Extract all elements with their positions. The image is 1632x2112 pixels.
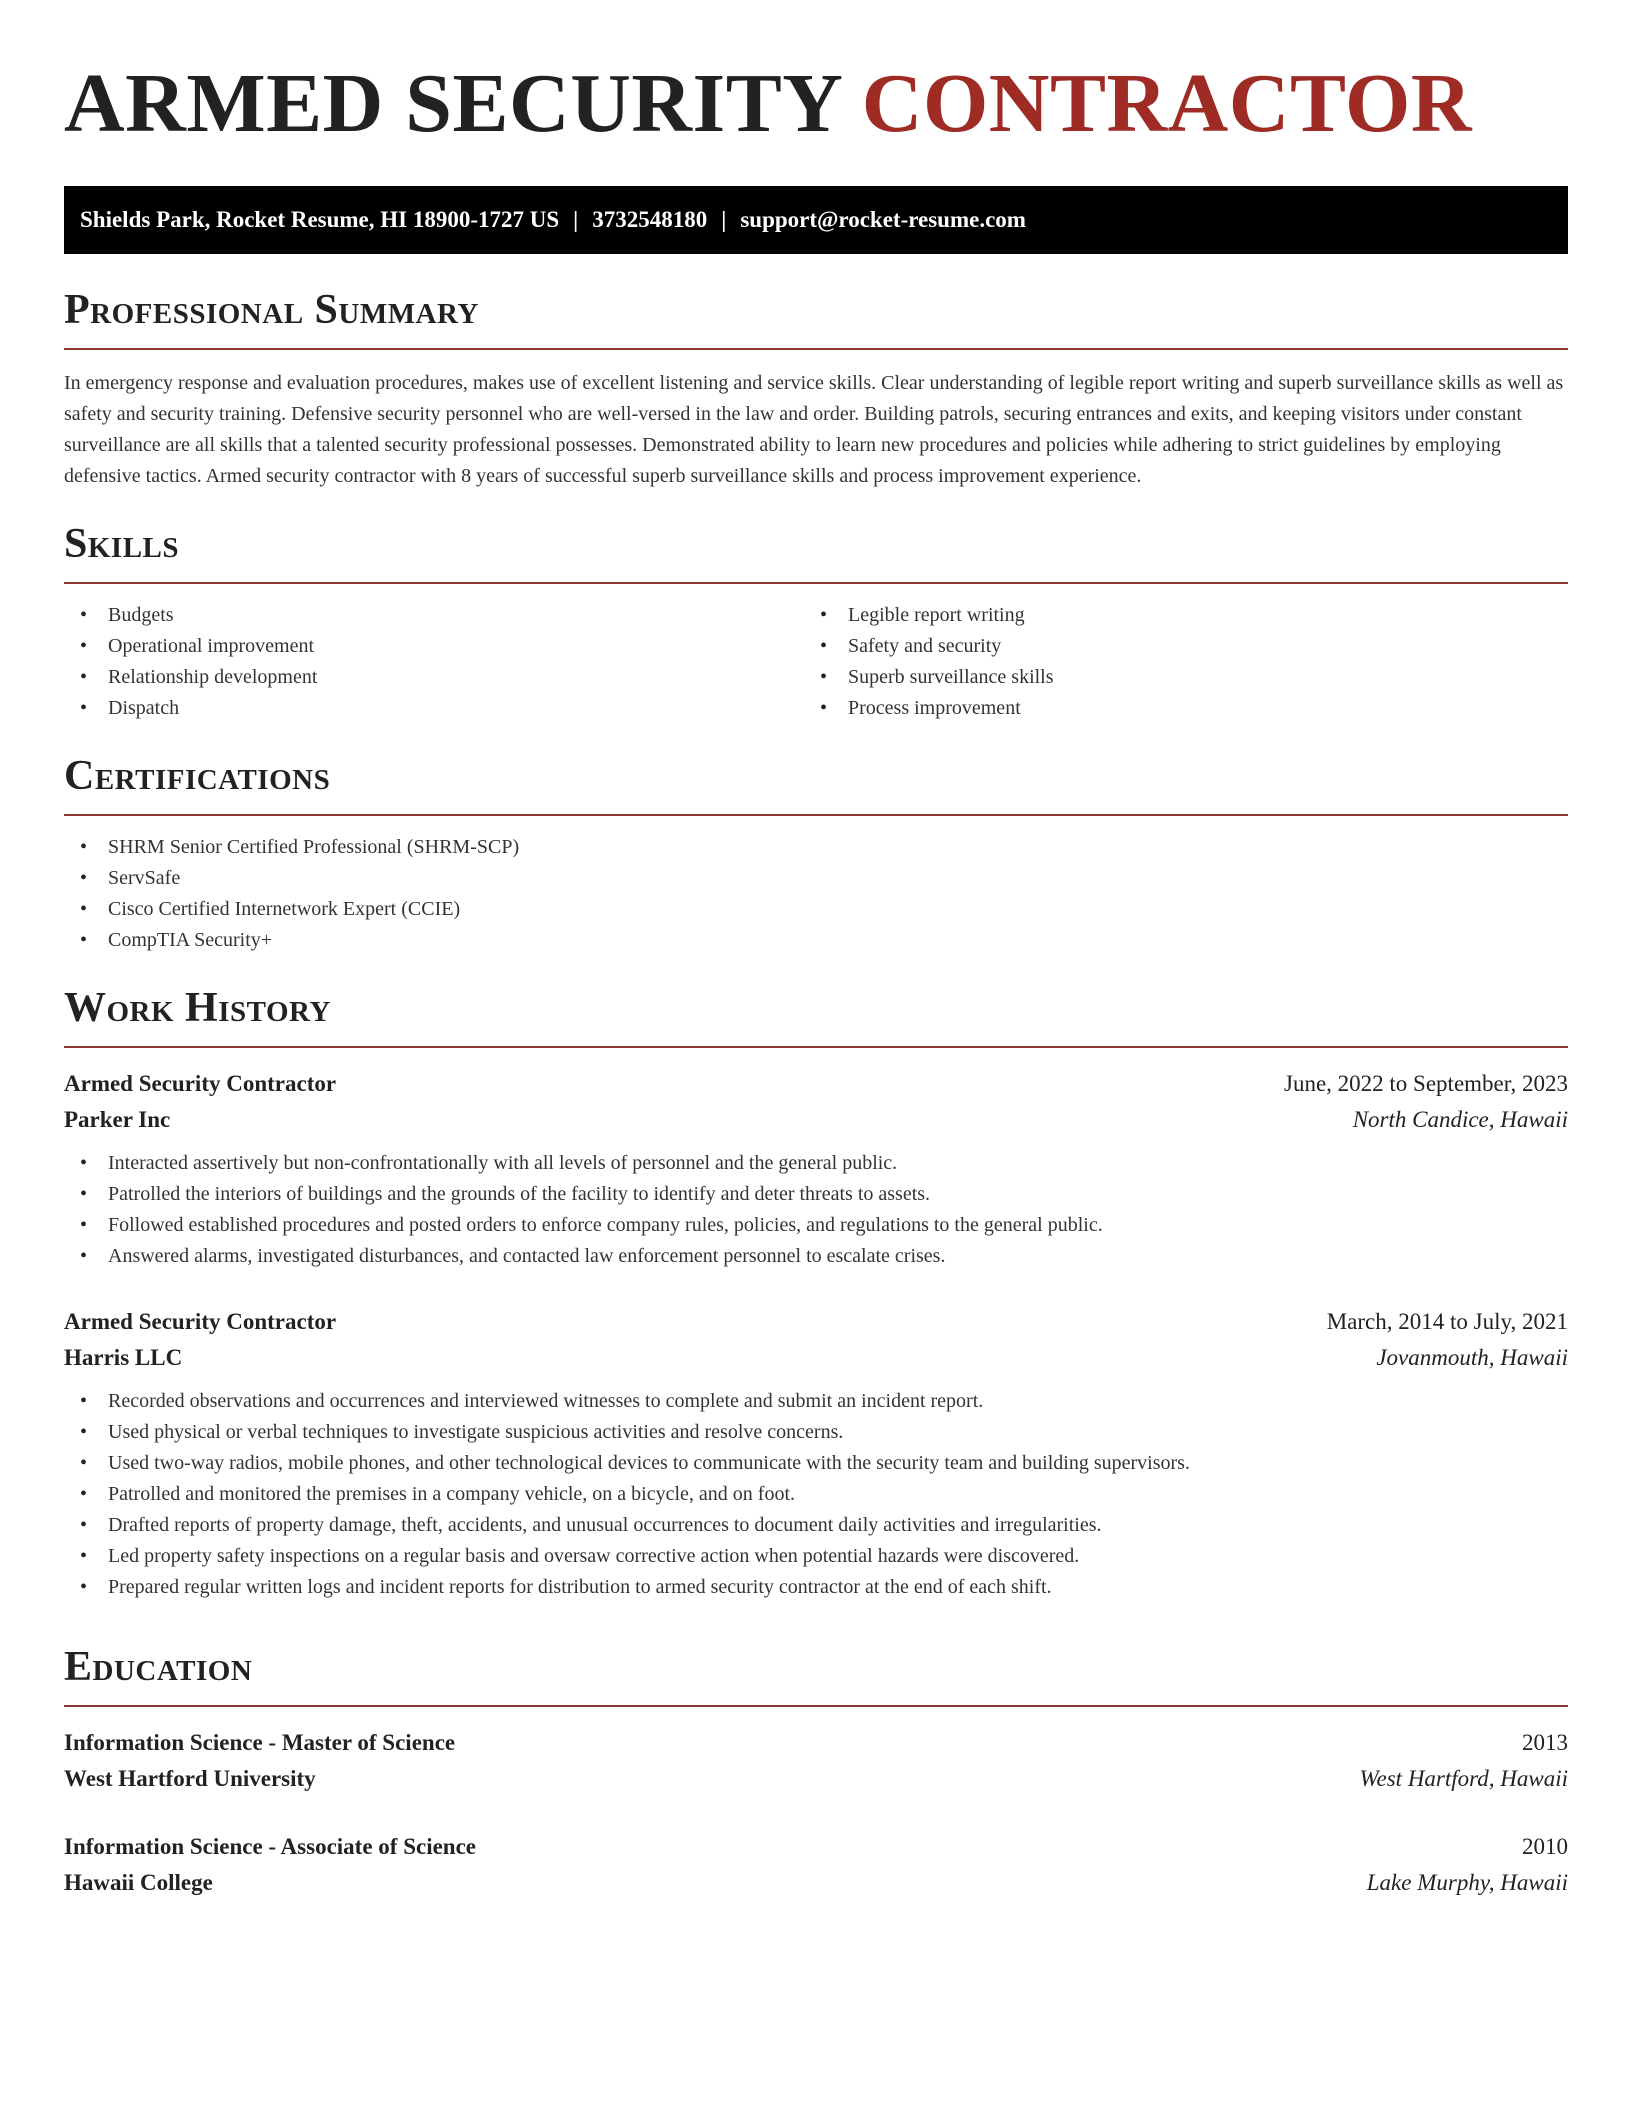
- job-title: Armed Security Contractor: [64, 1309, 337, 1334]
- contact-separator: |: [721, 207, 727, 232]
- job-company-row: [64, 1340, 1568, 1376]
- education-location: West Hartford, Hawaii: [1359, 1766, 1568, 1791]
- education-school: Hawaii College: [64, 1870, 213, 1895]
- contact-phone: 3732548180: [592, 207, 708, 232]
- education-school: West Hartford University: [64, 1766, 316, 1791]
- job-bullet: • Led property safety inspections on a regular basis and oversaw corrective action when potential hazards were discovered.: [64, 1541, 1568, 1572]
- education-entry: [64, 1725, 1568, 1797]
- skill-item: • Process improvement: [804, 693, 1544, 724]
- section-divider: [64, 814, 1568, 816]
- contact-bar: [64, 186, 1568, 254]
- section-divider: [64, 348, 1568, 350]
- section-divider: [64, 582, 1568, 584]
- certification-item: • Cisco Certified Internetwork Expert (CCIE): [64, 894, 1568, 925]
- job-dates: March, 2014 to July, 2021: [1326, 1309, 1568, 1334]
- education-degree: Information Science - Associate of Science: [64, 1834, 477, 1859]
- job-title: Armed Security Contractor: [64, 1071, 337, 1096]
- education-degree: Information Science - Master of Science: [64, 1730, 456, 1755]
- skill-item: • Legible report writing: [804, 600, 1544, 631]
- education-header-row: [64, 1829, 1568, 1865]
- job-bullets: [64, 1148, 1568, 1272]
- skills-grid: [64, 600, 1568, 724]
- skill-item: • Relationship development: [64, 662, 804, 693]
- education-year: 2010: [1522, 1834, 1568, 1859]
- certifications-section: [64, 752, 1568, 956]
- job-company: Parker Inc: [64, 1107, 171, 1132]
- skill-item: • Dispatch: [64, 693, 804, 724]
- education-school-row: [64, 1865, 1568, 1901]
- job-entry: [64, 1066, 1568, 1272]
- job-header-row: [64, 1066, 1568, 1102]
- education-entry: [64, 1829, 1568, 1901]
- education-heading: Education: [64, 1644, 253, 1690]
- job-bullet: • Recorded observations and occurrences and interviewed witnesses to complete and submit an incident report.: [64, 1386, 1568, 1417]
- contact-address: Shields Park, Rocket Resume, HI 18900-1727 US: [80, 207, 560, 232]
- job-bullet: • Patrolled and monitored the premises in a company vehicle, on a bicycle, and on foot.: [64, 1479, 1568, 1510]
- resume-name: [64, 0, 1568, 150]
- certifications-heading: Certifications: [64, 753, 331, 799]
- job-bullet: • Drafted reports of property damage, theft, accidents, and unusual occurrences to document daily activities and irregularities.: [64, 1510, 1568, 1541]
- job-bullet: • Used physical or verbal techniques to investigate suspicious activities and resolve concerns.: [64, 1417, 1568, 1448]
- job-bullet: • Patrolled the interiors of buildings and the grounds of the facility to identify and deter threats to assets.: [64, 1179, 1568, 1210]
- job-bullet: • Answered alarms, investigated disturbances, and contacted law enforcement personnel to escalate crises.: [64, 1241, 1568, 1272]
- section-divider: [64, 1705, 1568, 1707]
- summary-text: In emergency response and evaluation procedures, makes use of excellent listening and service skills. Clear understanding of legible report writing and superb surveillance skills as well as safety and security training. Defensive security personnel who are well-versed in the law and order. Building patrols, securing entrances and exits, and keeping visitors under constant surveillance are all skills that a talented security professional possesses. Demonstrated ability to learn new procedures and policies while adhering to strict guidelines by employing defensive tactics. Armed security contractor with 8 years of successful superb surveillance skills and process improvement experience.: [64, 372, 1564, 487]
- certifications-list: [64, 832, 1568, 956]
- job-company-row: [64, 1102, 1568, 1138]
- contact-separator: |: [573, 207, 579, 232]
- skill-item: • Superb surveillance skills: [804, 662, 1544, 693]
- job-bullet: • Followed established procedures and posted orders to enforce company rules, policies, and regulations to the general public.: [64, 1210, 1568, 1241]
- contact-email: support@rocket-resume.com: [740, 207, 1026, 232]
- job-header-row: [64, 1304, 1568, 1340]
- job-dates: June, 2022 to September, 2023: [1284, 1071, 1568, 1096]
- summary-section: [64, 286, 1568, 492]
- job-bullet: • Interacted assertively but non-confrontationally with all levels of personnel and the general public.: [64, 1148, 1568, 1179]
- job-company: Harris LLC: [64, 1345, 183, 1370]
- education-section: [64, 1643, 1568, 1901]
- job-entry: [64, 1304, 1568, 1603]
- education-school-row: [64, 1761, 1568, 1797]
- education-year: 2013: [1522, 1730, 1568, 1755]
- summary-heading: Professional Summary: [64, 287, 479, 333]
- job-location: Jovanmouth, Hawaii: [1376, 1345, 1568, 1370]
- skills-list-left: [64, 600, 804, 724]
- skills-section: [64, 520, 1568, 724]
- work-history-heading: Work History: [64, 985, 331, 1031]
- name-first: ARMED SECURITY: [64, 57, 841, 150]
- skill-item: • Operational improvement: [64, 631, 804, 662]
- skills-list-right: [804, 600, 1544, 724]
- skill-item: • Budgets: [64, 600, 804, 631]
- certification-item: • ServSafe: [64, 863, 1568, 894]
- education-header-row: [64, 1725, 1568, 1761]
- certification-item: • CompTIA Security+: [64, 925, 1568, 956]
- certification-item: • SHRM Senior Certified Professional (SHRM-SCP): [64, 832, 1568, 863]
- job-bullet: • Prepared regular written logs and incident reports for distribution to armed security contractor at the end of each shift.: [64, 1572, 1568, 1603]
- name-last: CONTRACTOR: [861, 57, 1472, 150]
- job-location: North Candice, Hawaii: [1352, 1107, 1568, 1132]
- education-location: Lake Murphy, Hawaii: [1366, 1870, 1568, 1895]
- skill-item: • Safety and security: [804, 631, 1544, 662]
- skills-heading: Skills: [64, 521, 180, 567]
- work-history-section: [64, 984, 1568, 1603]
- job-bullets: [64, 1386, 1568, 1603]
- section-divider: [64, 1046, 1568, 1048]
- job-bullet: • Used two-way radios, mobile phones, and other technological devices to communicate with the security team and building supervisors.: [64, 1448, 1568, 1479]
